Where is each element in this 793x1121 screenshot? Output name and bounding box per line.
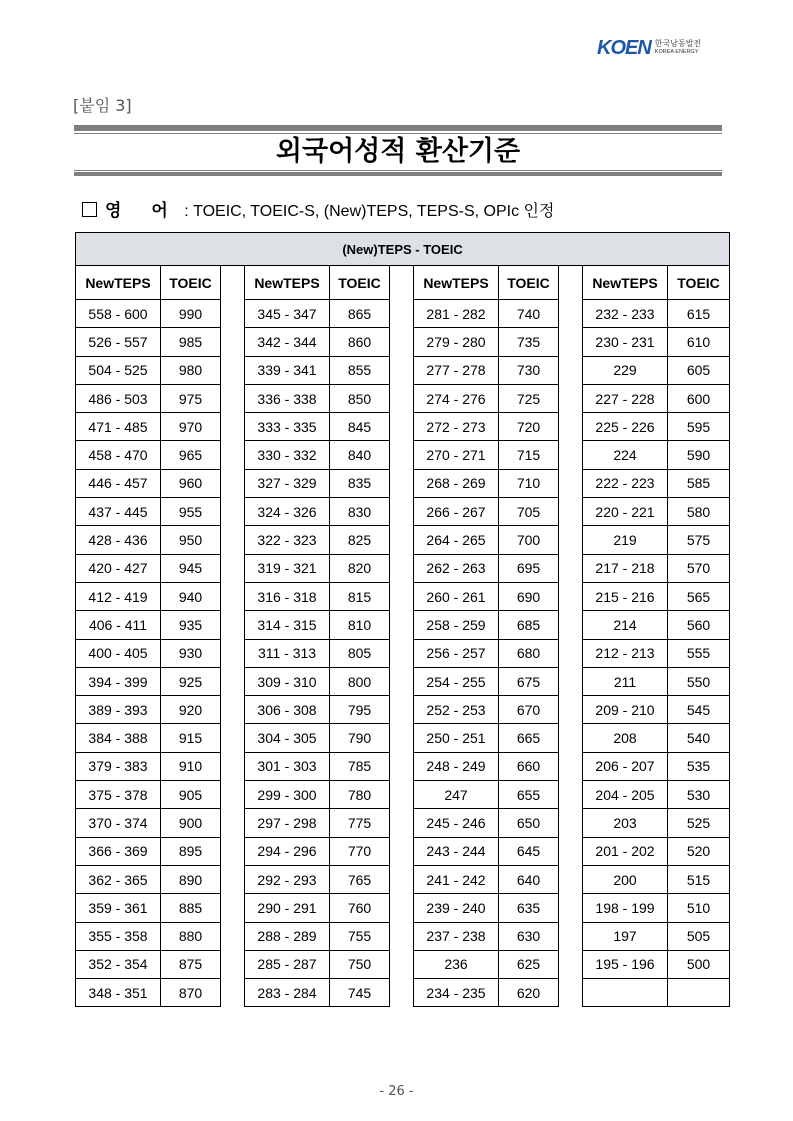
logo-korean-name: 한국남동발전: [654, 39, 702, 49]
toeic-score-cell: 925: [161, 667, 221, 695]
newteps-range-cell: 290 - 291: [245, 894, 330, 922]
newteps-range-cell: 285 - 287: [245, 950, 330, 978]
newteps-range-cell: 375 - 378: [76, 781, 161, 809]
newteps-range-cell: 222 - 223: [583, 469, 668, 497]
toeic-score-cell: 550: [668, 667, 730, 695]
newteps-range-cell: 236: [414, 950, 499, 978]
toeic-score-cell: 605: [668, 356, 730, 384]
toeic-score-cell: 765: [330, 865, 390, 893]
newteps-range-cell: 394 - 399: [76, 667, 161, 695]
newteps-range-cell: 243 - 244: [414, 837, 499, 865]
newteps-range-cell: 215 - 216: [583, 582, 668, 610]
newteps-range-cell: 212 - 213: [583, 639, 668, 667]
toeic-score-cell: 560: [668, 611, 730, 639]
toeic-score-cell: 940: [161, 582, 221, 610]
newteps-range-cell: 270 - 271: [414, 441, 499, 469]
toeic-score-cell: 910: [161, 752, 221, 780]
newteps-range-cell: 370 - 374: [76, 809, 161, 837]
newteps-range-cell: 272 - 273: [414, 413, 499, 441]
newteps-range-cell: 379 - 383: [76, 752, 161, 780]
newteps-range-cell: 217 - 218: [583, 554, 668, 582]
toeic-score-cell: 520: [668, 837, 730, 865]
toeic-score-cell: 720: [499, 413, 559, 441]
toeic-score-cell: 880: [161, 922, 221, 950]
newteps-range-cell: [583, 979, 668, 1007]
toeic-score-cell: 955: [161, 498, 221, 526]
toeic-score-cell: 655: [499, 781, 559, 809]
newteps-range-cell: 214: [583, 611, 668, 639]
newteps-range-cell: 301 - 303: [245, 752, 330, 780]
newteps-range-cell: 299 - 300: [245, 781, 330, 809]
newteps-range-cell: 220 - 221: [583, 498, 668, 526]
newteps-range-cell: 292 - 293: [245, 865, 330, 893]
newteps-range-cell: 237 - 238: [414, 922, 499, 950]
newteps-range-cell: 297 - 298: [245, 809, 330, 837]
toeic-score-cell: 735: [499, 328, 559, 356]
toeic-score-cell: 610: [668, 328, 730, 356]
newteps-range-cell: 279 - 280: [414, 328, 499, 356]
toeic-score-cell: 755: [330, 922, 390, 950]
header-newteps: NewTEPS: [245, 266, 330, 300]
newteps-range-cell: 254 - 255: [414, 667, 499, 695]
toeic-score-cell: 535: [668, 752, 730, 780]
toeic-score-cell: 590: [668, 441, 730, 469]
toeic-score-cell: 970: [161, 413, 221, 441]
newteps-range-cell: 314 - 315: [245, 611, 330, 639]
toeic-score-cell: 800: [330, 667, 390, 695]
toeic-score-cell: 860: [330, 328, 390, 356]
toeic-score-cell: 870: [161, 979, 221, 1007]
header-newteps: NewTEPS: [414, 266, 499, 300]
title-rule-bottom: [74, 172, 722, 176]
toeic-score-cell: 740: [499, 300, 559, 328]
newteps-range-cell: 359 - 361: [76, 894, 161, 922]
toeic-score-cell: 710: [499, 469, 559, 497]
newteps-range-cell: 204 - 205: [583, 781, 668, 809]
column-spacer: [559, 266, 583, 1007]
newteps-range-cell: 239 - 240: [414, 894, 499, 922]
title-rule-top: [74, 125, 722, 131]
newteps-range-cell: 250 - 251: [414, 724, 499, 752]
newteps-range-cell: 437 - 445: [76, 498, 161, 526]
newteps-range-cell: 281 - 282: [414, 300, 499, 328]
toeic-score-cell: 650: [499, 809, 559, 837]
toeic-score-cell: 790: [330, 724, 390, 752]
section-label: 영 어: [105, 201, 180, 221]
newteps-range-cell: 384 - 388: [76, 724, 161, 752]
toeic-score-cell: 875: [161, 950, 221, 978]
toeic-score-cell: 675: [499, 667, 559, 695]
toeic-score-cell: 570: [668, 554, 730, 582]
toeic-score-cell: 715: [499, 441, 559, 469]
newteps-range-cell: 209 - 210: [583, 696, 668, 724]
toeic-score-cell: 725: [499, 384, 559, 412]
page-number: - 26 -: [379, 1084, 414, 1099]
newteps-range-cell: 247: [414, 781, 499, 809]
newteps-range-cell: 352 - 354: [76, 950, 161, 978]
newteps-range-cell: 245 - 246: [414, 809, 499, 837]
table-header-row: [76, 266, 730, 300]
header-toeic: TOEIC: [668, 266, 730, 300]
toeic-score-cell: 855: [330, 356, 390, 384]
toeic-score-cell: 785: [330, 752, 390, 780]
toeic-score-cell: 565: [668, 582, 730, 610]
toeic-score-cell: 845: [330, 413, 390, 441]
toeic-score-cell: 840: [330, 441, 390, 469]
toeic-score-cell: 555: [668, 639, 730, 667]
section-heading: [82, 196, 554, 221]
toeic-score-cell: 885: [161, 894, 221, 922]
toeic-score-cell: 690: [499, 582, 559, 610]
company-logo: [597, 38, 701, 58]
toeic-score-cell: 950: [161, 526, 221, 554]
toeic-score-cell: 525: [668, 809, 730, 837]
toeic-score-cell: 795: [330, 696, 390, 724]
toeic-score-cell: 980: [161, 356, 221, 384]
newteps-range-cell: 198 - 199: [583, 894, 668, 922]
newteps-range-cell: 219: [583, 526, 668, 554]
newteps-range-cell: 227 - 228: [583, 384, 668, 412]
toeic-score-cell: 815: [330, 582, 390, 610]
toeic-score-cell: 530: [668, 781, 730, 809]
toeic-score-cell: 545: [668, 696, 730, 724]
toeic-score-cell: 580: [668, 498, 730, 526]
title-rule-bottom-thin: [74, 170, 722, 171]
toeic-score-cell: 760: [330, 894, 390, 922]
newteps-range-cell: 366 - 369: [76, 837, 161, 865]
newteps-range-cell: 348 - 351: [76, 979, 161, 1007]
newteps-range-cell: 201 - 202: [583, 837, 668, 865]
toeic-score-cell: 630: [499, 922, 559, 950]
toeic-score-cell: 930: [161, 639, 221, 667]
newteps-range-cell: 248 - 249: [414, 752, 499, 780]
newteps-range-cell: 260 - 261: [414, 582, 499, 610]
toeic-score-cell: 635: [499, 894, 559, 922]
newteps-range-cell: 304 - 305: [245, 724, 330, 752]
newteps-range-cell: 319 - 321: [245, 554, 330, 582]
newteps-range-cell: 446 - 457: [76, 469, 161, 497]
newteps-range-cell: 345 - 347: [245, 300, 330, 328]
toeic-score-cell: 510: [668, 894, 730, 922]
toeic-score-cell: 770: [330, 837, 390, 865]
header-toeic: TOEIC: [499, 266, 559, 300]
newteps-range-cell: 355 - 358: [76, 922, 161, 950]
section-description: : TOEIC, TOEIC-S, (New)TEPS, TEPS-S, OPIc 인정: [179, 203, 555, 220]
column-spacer: [390, 266, 414, 1007]
logo-english-name: KOREA ENERGY: [654, 49, 699, 56]
toeic-score-cell: 575: [668, 526, 730, 554]
toeic-score-cell: 585: [668, 469, 730, 497]
newteps-range-cell: 266 - 267: [414, 498, 499, 526]
toeic-score-cell: [668, 979, 730, 1007]
newteps-range-cell: 306 - 308: [245, 696, 330, 724]
newteps-range-cell: 234 - 235: [414, 979, 499, 1007]
toeic-score-cell: 945: [161, 554, 221, 582]
newteps-range-cell: 322 - 323: [245, 526, 330, 554]
toeic-score-cell: 865: [330, 300, 390, 328]
header-newteps: NewTEPS: [76, 266, 161, 300]
newteps-range-cell: 558 - 600: [76, 300, 161, 328]
column-spacer: [221, 266, 245, 1007]
toeic-score-cell: 975: [161, 384, 221, 412]
toeic-score-cell: 820: [330, 554, 390, 582]
newteps-range-cell: 288 - 289: [245, 922, 330, 950]
toeic-score-cell: 700: [499, 526, 559, 554]
table-caption: (New)TEPS - TOEIC: [76, 233, 730, 266]
toeic-score-cell: 835: [330, 469, 390, 497]
newteps-range-cell: 256 - 257: [414, 639, 499, 667]
newteps-range-cell: 420 - 427: [76, 554, 161, 582]
newteps-range-cell: 339 - 341: [245, 356, 330, 384]
toeic-score-cell: 965: [161, 441, 221, 469]
newteps-range-cell: 252 - 253: [414, 696, 499, 724]
newteps-range-cell: 203: [583, 809, 668, 837]
newteps-range-cell: 229: [583, 356, 668, 384]
toeic-score-cell: 920: [161, 696, 221, 724]
newteps-range-cell: 208: [583, 724, 668, 752]
newteps-range-cell: 195 - 196: [583, 950, 668, 978]
toeic-score-cell: 540: [668, 724, 730, 752]
newteps-range-cell: 342 - 344: [245, 328, 330, 356]
newteps-range-cell: 200: [583, 865, 668, 893]
newteps-range-cell: 327 - 329: [245, 469, 330, 497]
header-newteps: NewTEPS: [583, 266, 668, 300]
newteps-range-cell: 406 - 411: [76, 611, 161, 639]
toeic-score-cell: 775: [330, 809, 390, 837]
newteps-range-cell: 412 - 419: [76, 582, 161, 610]
newteps-range-cell: 504 - 525: [76, 356, 161, 384]
toeic-score-cell: 620: [499, 979, 559, 1007]
toeic-score-cell: 615: [668, 300, 730, 328]
newteps-range-cell: 311 - 313: [245, 639, 330, 667]
toeic-score-cell: 600: [668, 384, 730, 412]
newteps-range-cell: 197: [583, 922, 668, 950]
newteps-range-cell: 206 - 207: [583, 752, 668, 780]
toeic-score-cell: 825: [330, 526, 390, 554]
toeic-score-cell: 515: [668, 865, 730, 893]
logo-text: [655, 40, 701, 56]
toeic-score-cell: 985: [161, 328, 221, 356]
newteps-range-cell: 486 - 503: [76, 384, 161, 412]
toeic-score-cell: 705: [499, 498, 559, 526]
header-toeic: TOEIC: [330, 266, 390, 300]
newteps-range-cell: 330 - 332: [245, 441, 330, 469]
toeic-score-cell: 745: [330, 979, 390, 1007]
newteps-range-cell: 230 - 231: [583, 328, 668, 356]
toeic-score-cell: 905: [161, 781, 221, 809]
toeic-score-cell: 665: [499, 724, 559, 752]
newteps-range-cell: 336 - 338: [245, 384, 330, 412]
checkbox-square-icon: [82, 202, 97, 217]
toeic-score-cell: 850: [330, 384, 390, 412]
toeic-score-cell: 935: [161, 611, 221, 639]
toeic-score-cell: 695: [499, 554, 559, 582]
attachment-label: [붙임 3]: [73, 96, 132, 115]
newteps-range-cell: 400 - 405: [76, 639, 161, 667]
toeic-score-cell: 915: [161, 724, 221, 752]
newteps-range-cell: 264 - 265: [414, 526, 499, 554]
toeic-score-cell: 750: [330, 950, 390, 978]
newteps-range-cell: 471 - 485: [76, 413, 161, 441]
newteps-range-cell: 389 - 393: [76, 696, 161, 724]
header-toeic: TOEIC: [161, 266, 221, 300]
toeic-score-cell: 625: [499, 950, 559, 978]
newteps-range-cell: 262 - 263: [414, 554, 499, 582]
newteps-range-cell: 526 - 557: [76, 328, 161, 356]
toeic-score-cell: 505: [668, 922, 730, 950]
newteps-range-cell: 274 - 276: [414, 384, 499, 412]
newteps-range-cell: 428 - 436: [76, 526, 161, 554]
newteps-range-cell: 324 - 326: [245, 498, 330, 526]
toeic-score-cell: 645: [499, 837, 559, 865]
newteps-range-cell: 283 - 284: [245, 979, 330, 1007]
toeic-score-cell: 685: [499, 611, 559, 639]
newteps-range-cell: 268 - 269: [414, 469, 499, 497]
toeic-score-cell: 640: [499, 865, 559, 893]
conversion-table: [75, 232, 730, 1007]
toeic-score-cell: 895: [161, 837, 221, 865]
toeic-score-cell: 730: [499, 356, 559, 384]
newteps-range-cell: 241 - 242: [414, 865, 499, 893]
newteps-range-cell: 277 - 278: [414, 356, 499, 384]
toeic-score-cell: 680: [499, 639, 559, 667]
newteps-range-cell: 225 - 226: [583, 413, 668, 441]
toeic-score-cell: 890: [161, 865, 221, 893]
logo-mark: KOEN: [597, 36, 651, 59]
toeic-score-cell: 990: [161, 300, 221, 328]
newteps-range-cell: 316 - 318: [245, 582, 330, 610]
toeic-score-cell: 780: [330, 781, 390, 809]
toeic-score-cell: 670: [499, 696, 559, 724]
toeic-score-cell: 660: [499, 752, 559, 780]
toeic-score-cell: 830: [330, 498, 390, 526]
newteps-range-cell: 224: [583, 441, 668, 469]
toeic-score-cell: 810: [330, 611, 390, 639]
newteps-range-cell: 362 - 365: [76, 865, 161, 893]
newteps-range-cell: 333 - 335: [245, 413, 330, 441]
newteps-range-cell: 211: [583, 667, 668, 695]
newteps-range-cell: 309 - 310: [245, 667, 330, 695]
newteps-range-cell: 294 - 296: [245, 837, 330, 865]
newteps-range-cell: 458 - 470: [76, 441, 161, 469]
toeic-score-cell: 900: [161, 809, 221, 837]
toeic-score-cell: 500: [668, 950, 730, 978]
newteps-range-cell: 258 - 259: [414, 611, 499, 639]
toeic-score-cell: 805: [330, 639, 390, 667]
toeic-score-cell: 960: [161, 469, 221, 497]
page-title: 외국어성적 환산기준: [275, 136, 521, 167]
toeic-score-cell: 595: [668, 413, 730, 441]
table-body: [76, 266, 730, 1007]
newteps-range-cell: 232 - 233: [583, 300, 668, 328]
